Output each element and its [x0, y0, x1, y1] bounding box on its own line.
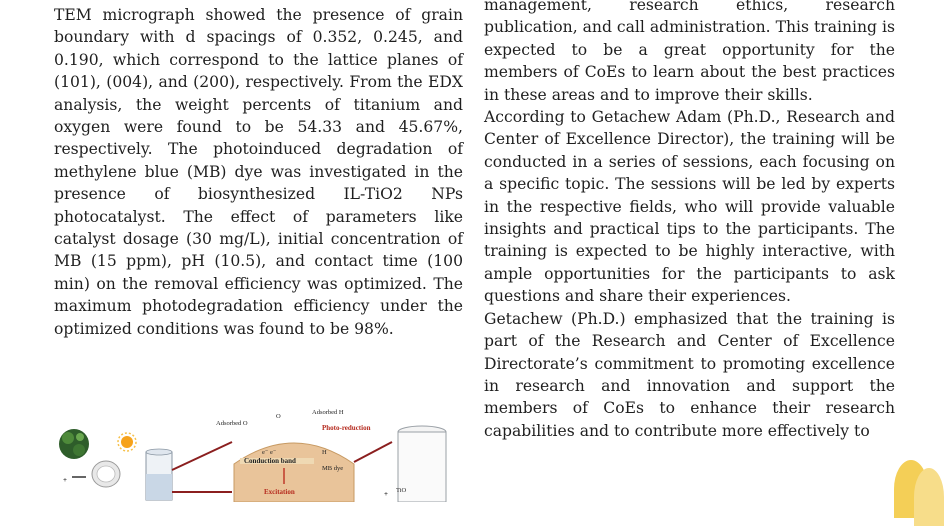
photocatalysis-diagram — [54, 392, 454, 502]
electron-labels: e⁻ e⁻ — [262, 449, 277, 456]
left-column — [54, 4, 463, 340]
arrow-to-product — [354, 442, 392, 462]
plus-sign-right: + — [384, 490, 388, 498]
beaker-icon — [146, 449, 172, 500]
photocatalysis-figure — [54, 392, 454, 500]
leaf-extract-icon — [59, 429, 89, 459]
tio2-label: TiO — [396, 487, 407, 494]
conduction-band-label: Conduction band — [244, 457, 296, 465]
arrow-to-semiconductor — [172, 442, 232, 470]
left-paragraph: TEM micrograph showed the presence of grain boundary with d spacings of 0.352, 0.245, and 0.190, which correspond to the lattice planes of (101), (004), and (200), respectively. From the EDX analysis, the weight percents of titanium and oxygen were found to be 54.33 and 45.67%, respectively. The photoinduced degradation of methylene blue (MB) dye was investigated in the presence of biosynthesized IL-TiO2 NPs photocatalyst. The effect of parameters like catalyst dosage (30 mg/L), initial concentration of MB (15 ppm), pH (10.5), and contact time (100 min) on the removal efficiency was optimized. The maximum photodegradation efficiency under the optimized conditions was found to be 98%. — [54, 6, 463, 338]
right-paragraph-3: Getachew (Ph.D.) emphasized that the training is part of the Research and Center of Excellence Directorate’s commitment to promoting excellence in research and innovation and support the members of CoEs to enhance their research capabilities and to contribute more effectively to — [484, 309, 895, 440]
plus-sign-left: + — [63, 476, 67, 484]
adsorbed-h2o-label: Adsorbed H — [312, 409, 344, 416]
right-paragraph-1: management, research ethics, research publication, and call administration. This training is expected to be a great opportunity for the members of CoEs to learn about the best practices in these areas and to improve their skills. — [484, 0, 895, 104]
excitation-label: Excitation — [264, 488, 295, 496]
photo-reduction-label: Photo-reduction — [322, 424, 371, 432]
adsorbed-o2-label: Adsorbed O — [216, 420, 248, 427]
right-paragraph-2: According to Getachew Adam (Ph.D., Research and Center of Excellence Director), the training will be conducted in a series of sessions, each focusing on a specific topic. The sessions will be led by experts in the respective fields, who will provide valuable insights and practical tips to the participants. The training is expected to be highly interactive, with ample opportunities for the participants to ask questions and share their experiences. — [484, 108, 895, 306]
petri-dish-icon — [92, 461, 120, 487]
mb-dye-label: MB dye — [322, 465, 344, 472]
o2-label: O — [276, 413, 281, 420]
h2o2-oh-label: H — [322, 449, 327, 456]
right-column — [484, 0, 895, 442]
sun-icon — [118, 433, 136, 451]
decorative-shape-2 — [914, 468, 944, 526]
